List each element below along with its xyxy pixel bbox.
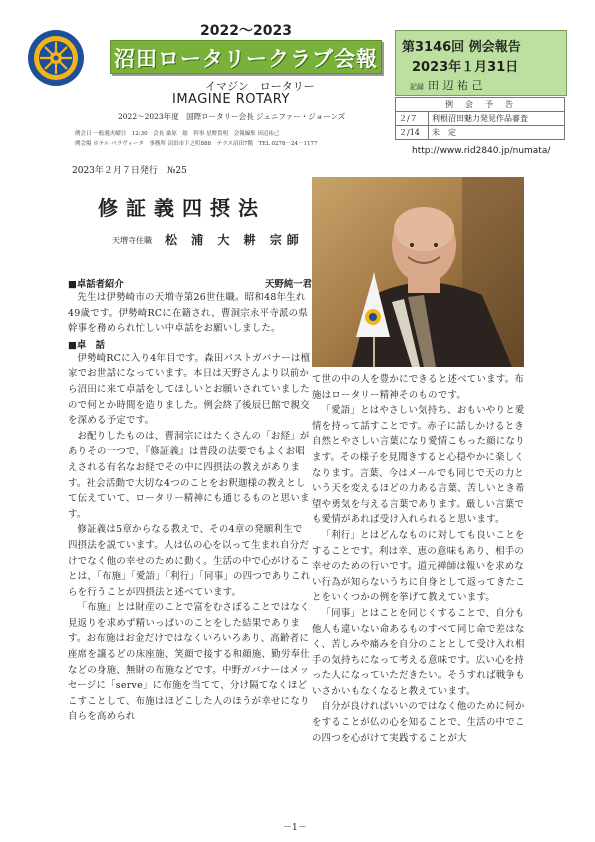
schedule-date: ２/７ <box>396 112 429 126</box>
intro-heading-row <box>68 276 312 290</box>
report-number: 第3146回 例会報告 <box>402 40 521 55</box>
page-number: －1－ <box>283 823 307 833</box>
theme-japanese: イマジン ロータリー <box>205 80 315 93</box>
recorder-name: 田 辺 祐 己 <box>428 79 483 92</box>
schedule-event: 未 定 <box>429 126 565 140</box>
year-range: 2022～2023 <box>200 23 292 39</box>
talk-paragraph: 「愛語」とはやさしい気持ち、おもいやりと愛情を持って話すことです。赤子に話しかけるとき自然とやさしい言葉になり愛情こもった顔になります。その様子を見聞きすると心穏やかに楽しくなります。言葉、今はメールでも同じで天の力という天を変えるほどの力ある言葉、苦しいとき希望や勇気を与える言葉であります。厳しい言葉でも愛情があれば受け入れられると思います。 <box>312 405 525 526</box>
report-date: 2023年１月31日 <box>412 60 519 75</box>
report-box <box>395 30 567 96</box>
talk-paragraph: 「布施」とは財産のことで富をむさぼることではなく見返りを求めず精いっぱいのことをした結果であります。お布施はお金だけではなくいろいろあり、高齢者に座席を譲るどの床座施、笑顔で接する和顔施、勤労奉仕などの身施、無財の布施などです。中野ガバナーはメッセージに「serve」に布施を当てて、分け隔てなくほどこすことして、布施はほどこした人のほうが幸せになり自らを高められ <box>68 602 310 723</box>
president-line: 2022～2023年度 国際ロータリー会長 ジェニファー・ジョーンズ <box>118 112 346 121</box>
talk-paragraph: 自分が良ければいいのではなく他のために何かをすることが仏の心を知ることで、生活の中でこの四つを心がけて実践することが大 <box>312 701 525 744</box>
right-column <box>312 372 530 746</box>
schedule-row <box>396 126 565 140</box>
left-column <box>68 276 312 725</box>
schedule-date: ２/14 <box>396 126 429 140</box>
recorder <box>410 77 483 93</box>
rotary-wheel-logo-icon <box>26 28 86 88</box>
intro-paragraph: 先生は伊勢崎市の天増寺第26世住職。昭和48年生れ49歳です。伊勢崎RCに在籍され、曹洞宗永平寺派の県幹事を務められ忙しい中卓話をお願いしました。 <box>68 292 309 335</box>
talk-heading: ■卓 話 <box>68 339 105 351</box>
speaker-org: 天増寺住職 <box>112 236 152 245</box>
meeting-schedule <box>395 97 565 140</box>
schedule-title: 例 会 予 告 <box>396 98 565 112</box>
talk-paragraph: 修証義は5章からなる教えで、その4章の発願利生で四摂法を説ています。人は仏の心を以って生まれ自分だけでなく他の幸せのために動く。生活の中で心がけることは、「布施」「愛語」「利行」「同事」の四つでありこれらを行うことが四摂法と述べています。 <box>68 524 311 598</box>
meeting-info: 例会日 一般週火曜日 12:30 会長 桑原 総 幹事 星野貴明 会報編集 田辺祐己 <box>75 131 280 137</box>
speaker-photo <box>312 177 524 367</box>
talk-paragraph: 「利行」とはどんなものに対しても良いことをすることです。利は幸、恵の意味もあり、相手の幸せのための行いです。道元禅師は報いを求めない行為が知らないうちに自身として返ってきたことをいくつかの例を挙げて教えています。 <box>312 529 525 604</box>
introducer-name: 天野純一君 <box>265 279 312 290</box>
schedule-row <box>396 112 565 126</box>
club-name: 沼田ロータリークラブ会報 <box>114 47 378 71</box>
intro-heading: ■卓話者紹介 <box>68 279 124 290</box>
talk-paragraph: お配りしたものは、曹洞宗にはたくさんの「お経」がありその一つで、『修証義』は普段の法要でもよくお唱えされる有名なお経でその中に四摂法の教えがあります。社会活動で大切な4つのことをお釈迦様の教えとして伝えていて、ロータリー精神にも通じるものと思います。 <box>68 430 310 520</box>
talk-paragraph: て世の中の人を豊かにできると述べています。布施はロータリー精神そのものです。 <box>312 374 525 401</box>
theme-english: IMAGINE ROTARY <box>172 92 290 107</box>
club-name-banner <box>110 40 382 74</box>
talk-paragraph: 伊勢崎RCに入り4年目です。森田パストガバナーは檀家でお世話になっています。本日は天野さんより以前から沼田に来て卓話をしてほしいとお願いされていましたので何とか時間を造りました。例会終了後辰巳館で親交を深める予定です。 <box>68 352 311 427</box>
talk-paragraph: 「同事」とはことを同じくすることで、自分も他人も違いない命あるものすべて同じ命で差はなく、苦しみや痛みを自分のこととして受け入れ相手の気持ちになって考える意味です。広い心を持った人になっていただきたい。そうすれば戦争もいさかいもなくなると教えています。 <box>312 607 525 697</box>
recorder-label: 記録 <box>410 83 424 91</box>
schedule-event: 利根沼田魅力発見作品審査 <box>429 112 565 126</box>
speaker-name: 松 浦 大 耕 宗師 <box>165 233 304 247</box>
meeting-venue-info: 例会場 ホテル ベラヴィータ 事務所 沼田市下之町888 テラス沼田7階 TEL 0278－24－1177 <box>75 141 318 147</box>
speech-title: 修証義四摂法 <box>98 196 266 220</box>
club-website-link[interactable]: http://www.rid2840.jp/numata/ <box>412 146 551 156</box>
issue-line: 2023年２月７日発行 №25 <box>72 166 187 176</box>
